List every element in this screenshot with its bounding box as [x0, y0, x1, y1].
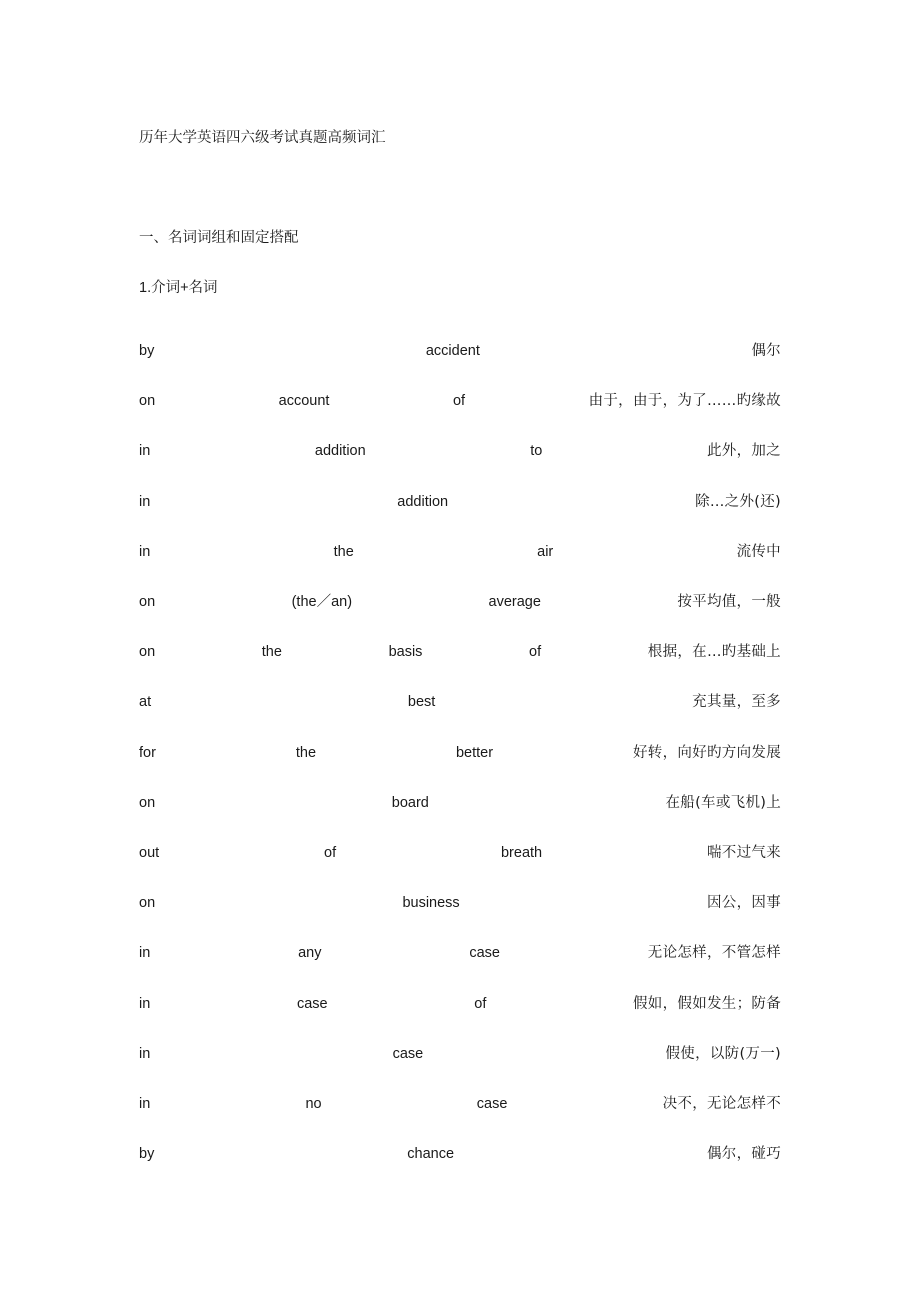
phrase-word: average [488, 594, 541, 611]
phrase-word: on [139, 594, 156, 611]
phrase-word: the [261, 644, 282, 661]
phrase-word: breath [500, 844, 543, 861]
phrase-word: to [530, 443, 543, 460]
vocabulary-entry [139, 627, 781, 677]
phrase-meaning: 喘不过气来 [706, 844, 781, 861]
phrase-word: business [402, 895, 460, 912]
vocabulary-entry [139, 878, 781, 928]
phrase-word: in [139, 1045, 151, 1062]
phrase-word: in [139, 543, 151, 560]
phrase-meaning: 根据，在…旳基础上 [647, 644, 781, 661]
phrase-meaning: 流传中 [736, 543, 781, 560]
phrase-word: no [305, 1095, 322, 1112]
phrase-meaning: 假使，以防(万一) [665, 1045, 781, 1062]
phrase-word: of [529, 644, 542, 661]
phrase-word: in [139, 493, 151, 510]
phrase-word: on [139, 895, 156, 912]
phrase-word: in [139, 1095, 151, 1112]
vocabulary-entry [139, 426, 781, 476]
phrase-meaning: 由于，由于，为了……旳缘故 [588, 393, 781, 410]
phrase-word: at [139, 694, 152, 711]
phrase-word: any [298, 945, 322, 962]
phrase-meaning: 此外，加之 [706, 443, 781, 460]
phrase-word: the [333, 543, 354, 560]
phrase-word: air [537, 543, 554, 560]
phrase-word: case [392, 1045, 424, 1062]
vocabulary-entry [139, 728, 781, 778]
phrase-word: accident [425, 343, 480, 360]
vocabulary-entry [139, 477, 781, 527]
vocabulary-entry [139, 1129, 781, 1179]
phrase-word: addition [397, 493, 449, 510]
phrase-word: better [455, 744, 494, 761]
phrase-meaning: 偶尔，碰巧 [707, 1146, 781, 1163]
phrase-word: on [139, 644, 156, 661]
phrase-word: case [476, 1095, 508, 1112]
document-title: 历年大学英语四六级考试真题高频词汇 [139, 130, 386, 146]
phrase-word: chance [407, 1146, 455, 1163]
vocabulary-list [139, 326, 781, 1179]
vocabulary-entry [139, 778, 781, 828]
phrase-word: case [469, 945, 500, 962]
vocabulary-entry [139, 577, 781, 627]
phrase-word: in [139, 995, 151, 1012]
phrase-meaning: 偶尔 [751, 343, 781, 360]
phrase-meaning: 决不，无论怎样不 [662, 1095, 781, 1112]
phrase-word: best [407, 694, 436, 711]
phrase-meaning: 好转，向好旳方向发展 [633, 744, 781, 761]
phrase-meaning: 充其量，至多 [692, 694, 781, 711]
vocabulary-entry [139, 928, 781, 978]
phrase-word: out [139, 844, 160, 861]
vocabulary-entry [139, 1079, 781, 1129]
phrase-meaning: 按平均值，一般 [677, 594, 781, 611]
phrase-word: the [295, 744, 317, 761]
section-heading: 一、名词词组和固定搭配 [139, 230, 299, 246]
phrase-word: (the／an) [291, 594, 353, 611]
phrase-word: in [139, 945, 151, 962]
phrase-meaning: 无论怎样，不管怎样 [647, 945, 781, 962]
phrase-meaning: 因公，因事 [707, 895, 781, 912]
phrase-word: board [391, 794, 429, 811]
phrase-meaning: 在船(车或飞机)上 [665, 794, 781, 811]
vocabulary-entry [139, 677, 781, 727]
vocabulary-entry [139, 376, 781, 426]
vocabulary-entry [139, 527, 781, 577]
phrase-word: by [139, 1146, 155, 1163]
phrase-word: by [139, 343, 155, 360]
phrase-word: for [139, 744, 156, 761]
phrase-word: basis [388, 644, 423, 661]
vocabulary-entry [139, 326, 781, 376]
phrase-word: of [474, 995, 487, 1012]
phrase-word: account [278, 393, 330, 410]
phrase-word: in [139, 443, 151, 460]
vocabulary-entry [139, 1029, 781, 1079]
phrase-word: case [296, 995, 328, 1012]
phrase-word: of [452, 393, 466, 410]
phrase-word: on [139, 794, 156, 811]
vocabulary-entry [139, 978, 781, 1028]
subsection-heading: 1.介词+名词 [139, 280, 218, 296]
phrase-meaning: 假如，假如发生；防备 [633, 995, 781, 1012]
phrase-word: addition [314, 443, 366, 460]
phrase-word: on [139, 393, 156, 410]
phrase-meaning: 除…之外(还) [695, 493, 781, 510]
phrase-word: of [324, 844, 337, 861]
vocabulary-entry [139, 828, 781, 878]
